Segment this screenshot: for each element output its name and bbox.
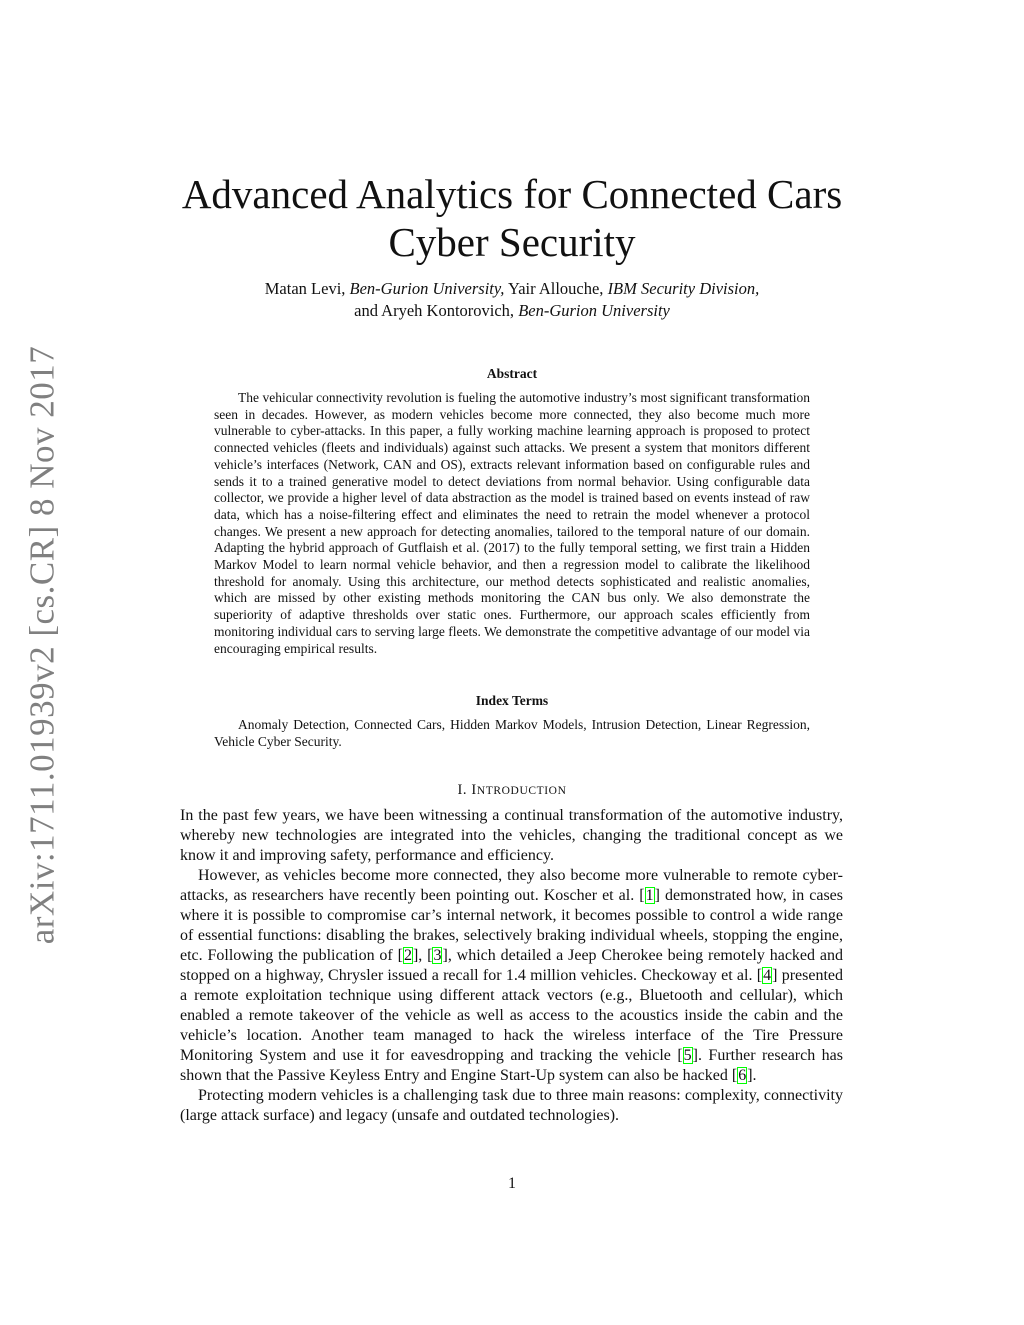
author-affiliation: IBM Security Division,	[607, 279, 760, 298]
paragraph-text: ].	[747, 1067, 757, 1084]
citation-link[interactable]: 3	[433, 947, 442, 964]
abstract-heading: Abstract	[486, 366, 538, 381]
paragraph-text: ] demonstrated how, in cases where it is possible to compromise car’s internal network, it becomes possible to control a wide range of essential functions: disabling the brakes, selectively braking individual wheels, stopping the engine, etc. Following the publication of [	[180, 887, 843, 964]
author-name: Matan Levi,	[264, 279, 346, 298]
paragraph-text: ], [	[412, 947, 433, 964]
author-name: and Aryeh Kontorovich,	[354, 301, 515, 320]
paragraph-text: ] presented a remote exploitation technique using different attack vectors (e.g., Bluetooth and cellular), which enabled a remote takeover of the vehicle as well as access to the acoustics inside the cabin and the vehicle’s location. Another team managed to hack the wireless interface of the Tire Pressure Monitoring System and use it for eavesdropping and tracking the vehicle [	[180, 967, 844, 1064]
author-affiliation: Ben-Gurion University	[518, 301, 670, 320]
paragraph-text: However, as vehicles become more connected, they also become more vulnerable to remote cyber-attacks, as researchers have recently been pointing out. Koscher et al. [	[180, 867, 843, 904]
citation-link[interactable]: 5	[683, 1047, 692, 1064]
paragraph-2	[180, 866, 843, 1086]
author-affiliation: Ben-Gurion University,	[349, 279, 505, 298]
paper-title: Advanced Analytics for Connected Cars Cyber Security	[181, 171, 843, 265]
index-terms-heading: Index Terms	[475, 693, 549, 708]
page-number: 1	[508, 1175, 516, 1192]
citation-link[interactable]: 2	[403, 947, 412, 964]
citation-link[interactable]: 1	[645, 887, 654, 904]
paragraph-text: ]. Further research has shown that the Passive Keyless Entry and Engine Start-Up system can also be hacked [	[180, 1047, 844, 1084]
heading-rest: NTRODUCTION	[476, 785, 567, 797]
citation-link[interactable]: 4	[763, 967, 772, 984]
abstract-text: The vehicular connectivity revolution is fueling the automotive industry’s most significant transformation seen in decades. However, as modern vehicles become more connected, they also become much more vulnerable to cyber-attacks. In this paper, a fully working machine learning approach is proposed to protect connected vehicles (fleets and individuals) against such attacks. We present a system that monitors different vehicle’s interfaces (Network, CAN and OS), extracts relevant information based on configurable rules and sends it to a trained generative model to detect deviations from normal behavior. Using configurable data collector, we provide a higher level of data abstraction as the model is trained based on events instead of raw data, which has a noise-filtering effect and eliminates the need to retrain the model whenever a protocol changes. We present a new approach for detecting anomalies, tailored to the temporal nature of our domain. Adapting the hybrid approach of Gutflaish et al. (2017) to the fully temporal setting, we first train a Hidden Markov Model to learn normal vehicle behavior, and then a regression model to calibrate the likelihood threshold for anomaly. Using this architecture, our method detects sophisticated and realistic anomalies, which are missed by other existing methods monitoring the CAN bus only. We also demonstrate the superiority of adaptive thresholds over static ones. Furthermore, our approach scales efficiently from monitoring individual cars to serving large fleets. We demonstrate the competitive advantage of our model via encouraging empirical results.	[214, 390, 810, 656]
author-line-2	[150, 300, 874, 322]
section-numeral: I.	[457, 782, 472, 798]
heading-initial: I	[471, 782, 477, 798]
index-terms-section	[214, 693, 810, 750]
arxiv-identifier: arXiv:1711.01939v2 [cs.CR] 8 Nov 2017	[22, 345, 62, 945]
index-terms-text: Anomaly Detection, Connected Cars, Hidden Markov Models, Intrusion Detection, Linear Regression, Vehicle Cyber Security.	[214, 717, 810, 749]
paragraph-3: Protecting modern vehicles is a challenging task due to three main reasons: complexity, connectivity (large attack surface) and legacy (unsafe and outdated technologies).	[180, 1087, 843, 1124]
introduction-body	[180, 806, 843, 1126]
paragraph-1: In the past few years, we have been witnessing a continual transformation of the automotive industry, whereby new technologies are integrated into the vehicles, changing the traditional concept as we know it and improving safety, performance and efficiency.	[180, 807, 843, 864]
arxiv-sidebar	[18, 345, 66, 945]
author-name: Yair Allouche,	[507, 279, 604, 298]
abstract-section	[214, 366, 810, 657]
author-line-1	[150, 278, 874, 300]
paragraph-text: ], which detailed a Jeep Cherokee being remotely hacked and stopped on a highway, Chrysler issued a recall for 1.4 million vehicles. Checkoway et al. [	[180, 947, 844, 984]
citation-link[interactable]: 6	[738, 1067, 747, 1084]
introduction-heading	[150, 782, 874, 799]
author-block	[150, 278, 874, 322]
